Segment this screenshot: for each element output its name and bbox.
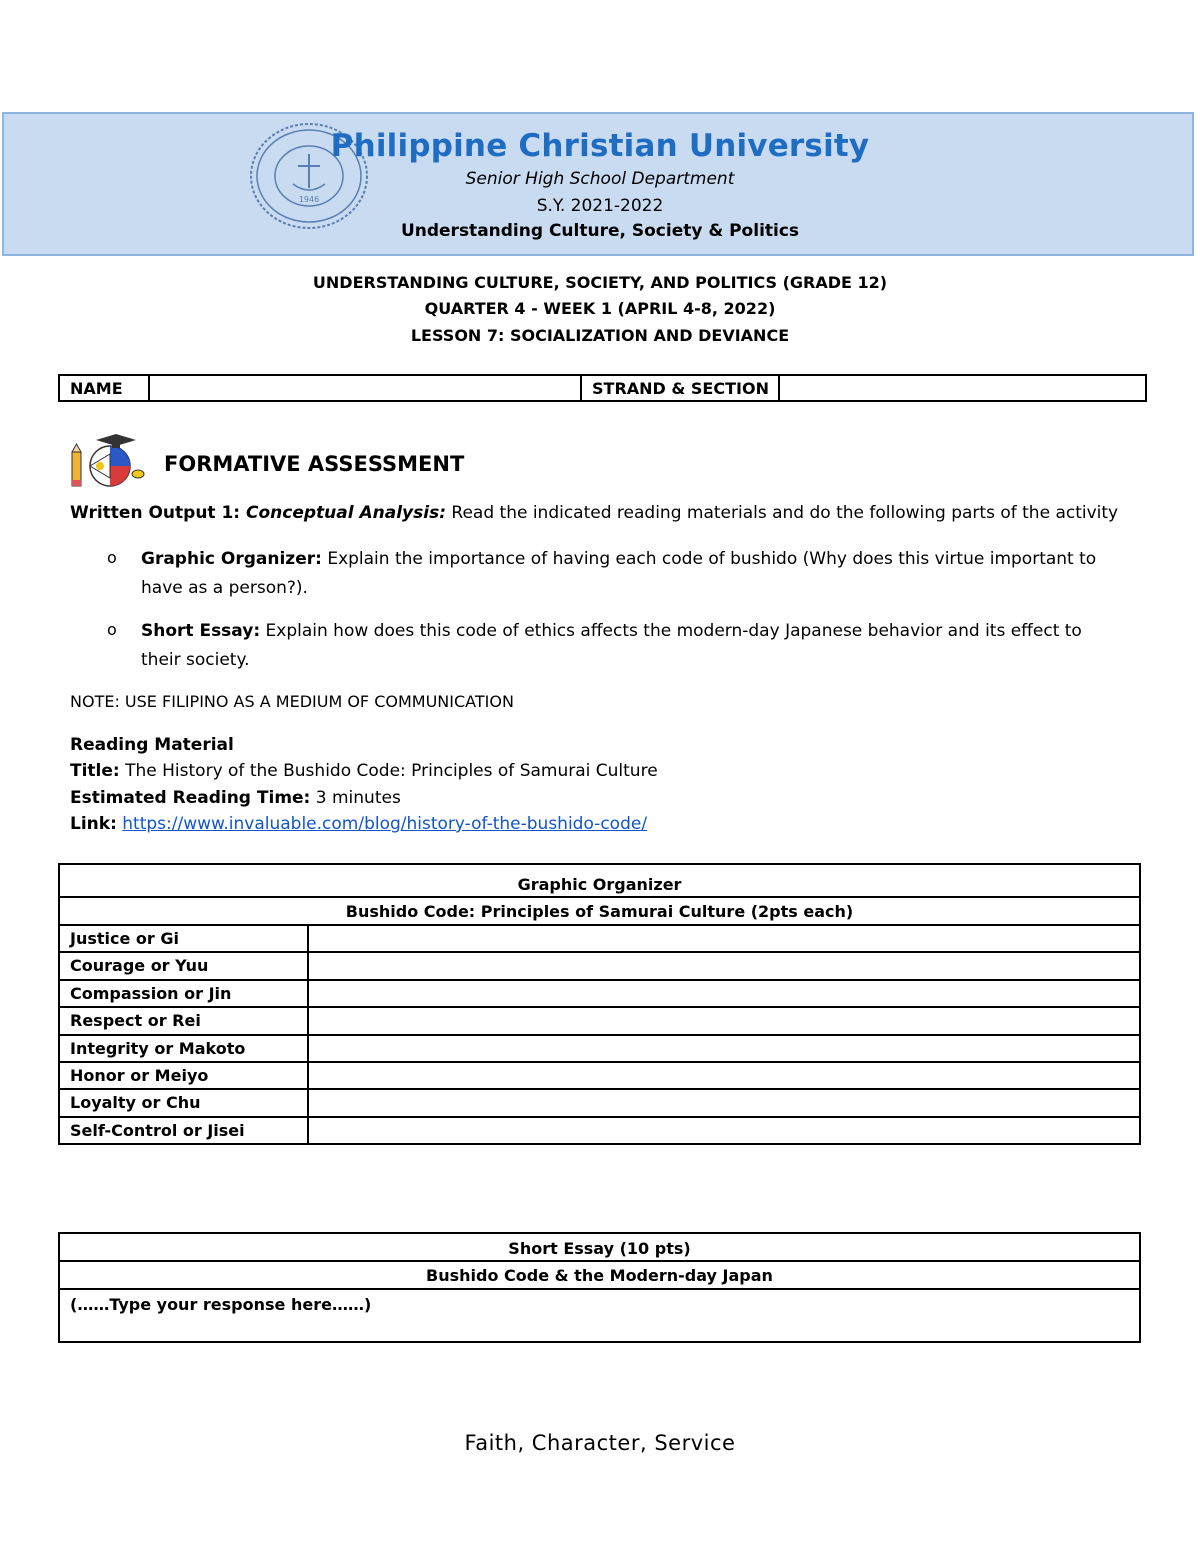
note-text: NOTE: USE FILIPINO AS A MEDIUM OF COMMUNICATION [70,692,514,711]
written-output-instruction [70,503,1118,523]
school-year: S.Y. 2021-2022 [536,196,664,216]
assessment-heading: FORMATIVE ASSESSMENT [164,452,465,476]
virtue-answer-cell[interactable] [309,1090,1139,1115]
bullet-text: Explain the importance of having each code of bushido (Why does this virtue important to have as a person?). [141,549,1097,598]
subject-name: Understanding Culture, Society & Politics [400,221,800,241]
strand-section-label: STRAND & SECTION [582,376,780,400]
strand-section-field[interactable] [780,376,1145,400]
table-row [60,1036,1139,1063]
reading-link-label: Link: [70,814,117,834]
written-output-label: Written Output 1: [70,503,247,523]
reading-time [70,788,401,808]
name-label: NAME [60,376,150,400]
virtue-label: Compassion or Jin [60,981,309,1006]
department-name: Senior High School Department [465,169,735,189]
graphic-organizer-table [58,863,1141,1145]
short-essay-table [58,1232,1141,1343]
reading-title [70,761,658,781]
essay-response-field[interactable]: (……Type your response here……) [70,1295,372,1314]
virtue-label: Courage or Yuu [60,953,309,978]
virtue-label: Justice or Gi [60,926,309,951]
virtue-answer-cell[interactable] [309,1036,1139,1061]
virtue-answer-cell[interactable] [309,1063,1139,1088]
virtue-answer-cell[interactable] [309,1008,1139,1033]
table-row [60,926,1139,953]
virtue-label: Honor or Meiyo [60,1063,309,1088]
graphic-organizer-instruction [141,545,1121,603]
graphic-organizer-heading: Graphic Organizer [60,865,1139,898]
course-title: UNDERSTANDING CULTURE, SOCIETY, AND POLITICS (GRADE 12) [312,273,888,292]
student-mascot-icon [68,430,150,492]
virtue-answer-cell[interactable] [309,926,1139,951]
reading-time-label: Estimated Reading Time: [70,788,311,808]
quarter-title: QUARTER 4 - WEEK 1 (APRIL 4-8, 2022) [424,299,776,318]
university-name: Philippine Christian University [330,128,870,164]
bullet-marker: o [107,620,117,639]
student-info-table [58,374,1147,402]
virtue-label: Respect or Rei [60,1008,309,1033]
bullet-text: Explain how does this code of ethics affects the modern-day Japanese behavior and its effect to their society. [141,621,1082,670]
table-row [60,953,1139,980]
table-row [60,1118,1139,1145]
virtue-answer-cell[interactable] [309,953,1139,978]
table-row [60,1063,1139,1090]
virtue-answer-cell[interactable] [309,1118,1139,1145]
name-field[interactable] [150,376,582,400]
reading-title-label: Title: [70,761,120,781]
bullet-marker: o [107,548,117,567]
reading-link [70,814,647,834]
seal-year: 1946 [298,195,320,204]
short-essay-heading: Short Essay (10 pts) [60,1234,1139,1262]
table-row [60,981,1139,1008]
reading-time-value: 3 minutes [310,788,401,808]
reading-material-heading: Reading Material [70,735,234,755]
virtue-answer-cell[interactable] [309,981,1139,1006]
bullet-label: Graphic Organizer: [141,549,322,569]
reading-title-value: The History of the Bushido Code: Principles of Samurai Culture [119,761,658,781]
virtue-label: Self-Control or Jisei [60,1118,309,1145]
virtue-label: Loyalty or Chu [60,1090,309,1115]
table-row [60,1090,1139,1117]
footer-motto: Faith, Character, Service [464,1431,736,1455]
short-essay-instruction [141,617,1121,675]
table-row [60,1008,1139,1035]
bullet-label: Short Essay: [141,621,261,641]
reading-link-url[interactable]: https://www.invaluable.com/blog/history-of-the-bushido-code/ [122,814,648,834]
written-output-type: Conceptual Analysis: [246,503,446,523]
graphic-organizer-subheading: Bushido Code: Principles of Samurai Culture (2pts each) [60,898,1139,926]
virtue-label: Integrity or Makoto [60,1036,309,1061]
written-output-text: Read the indicated reading materials and do the following parts of the activity [446,503,1119,523]
short-essay-subheading: Bushido Code & the Modern-day Japan [60,1262,1139,1290]
lesson-title: LESSON 7: SOCIALIZATION AND DEVIANCE [410,326,790,345]
